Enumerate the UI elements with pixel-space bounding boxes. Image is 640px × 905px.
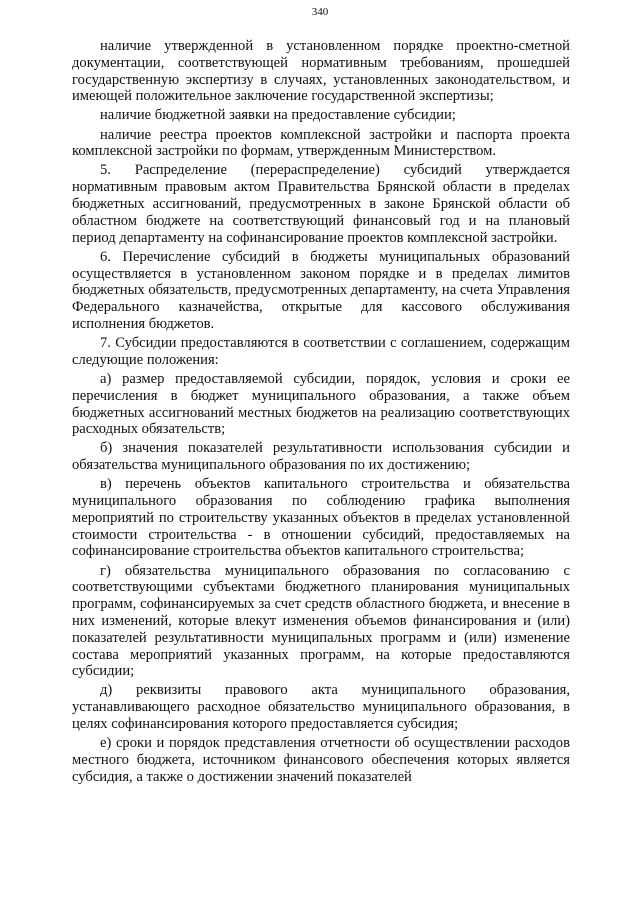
page-number: 340 (311, 6, 329, 18)
paragraph: наличие бюджетной заявки на предоставление субсидии; (100, 107, 456, 124)
paragraph: наличие реестра проектов комплексной застройки и паспорта проекта комплексной застройки по формам, утвержденным Министерством. (72, 126, 570, 160)
paragraph: г) обязательства муниципального образования по согласованию с соответствующими субъектами бюджетного планирования муниципальных программ, софинансируемых за счет средств областного бюджета, и внесение в них изменений, которые влекут изменения объемов финансирования и (или) показателей результативности муниципальных программ и (или) изменение состава мероприятий указанных программ, на которые предоставляются субсидии; (72, 562, 570, 680)
paragraph: 5. Распределение (перераспределение) субсидий утверждается нормативным правовым актом Правительства Брянской области в пределах бюджетных ассигнований, предусмотренных в законе Брянской области об областном бюджете на соответствующий финансовый год и на плановый период департаменту на софинансирование проектов комплексной застройки. (72, 162, 570, 246)
paragraph: в) перечень объектов капитального строительства и обязательства муниципального образования по соблюдению графика выполнения мероприятий по строительству указанных объектов в пределах установленной стоимости строительства - в отношении субсидий, предоставляемых на софинансирование строительства объектов капитального строительства; (72, 476, 570, 560)
paragraph: 7. Субсидии предоставляются в соответствии с соглашением, содержащим следующие положения: (72, 335, 570, 368)
paragraph: а) размер предоставляемой субсидии, порядок, условия и сроки ее перечисления в бюджет муниципального образования, а также объем бюджетных ассигнований местных бюджетов на реализацию соответствующих расходных обязательств; (72, 370, 570, 438)
paragraph: д) реквизиты правового акта муниципального образования, устанавливающего расходное обязательство муниципального образования, в целях софинансирования которого предоставляется субсидия; (72, 682, 570, 733)
paragraph: е) сроки и порядок представления отчетности об осуществлении расходов местного бюджета, источником финансового обеспечения которых является субсидия, а также о достижении значений показателей (72, 735, 570, 785)
paragraph: 6. Перечисление субсидий в бюджеты муниципальных образований осуществляется в установленном законом порядке и в пределах лимитов бюджетных обязательств, предусмотренных департаменту, на счета Управления Федерального казначейства, открытые для кассового обслуживания исполнения бюджетов. (72, 248, 570, 332)
paragraph: наличие утвержденной в установленном порядке проектно-сметной документации, соответствующей нормативным требованиям, прошедшей государственную экспертизу в случаях, установленных законодательством, и имеющей положительное заключение государственной экспертизы; (72, 38, 570, 105)
document-body (72, 38, 570, 788)
paragraph: б) значения показателей результативности использования субсидии и обязательства муниципального образования по их достижению; (72, 440, 570, 474)
